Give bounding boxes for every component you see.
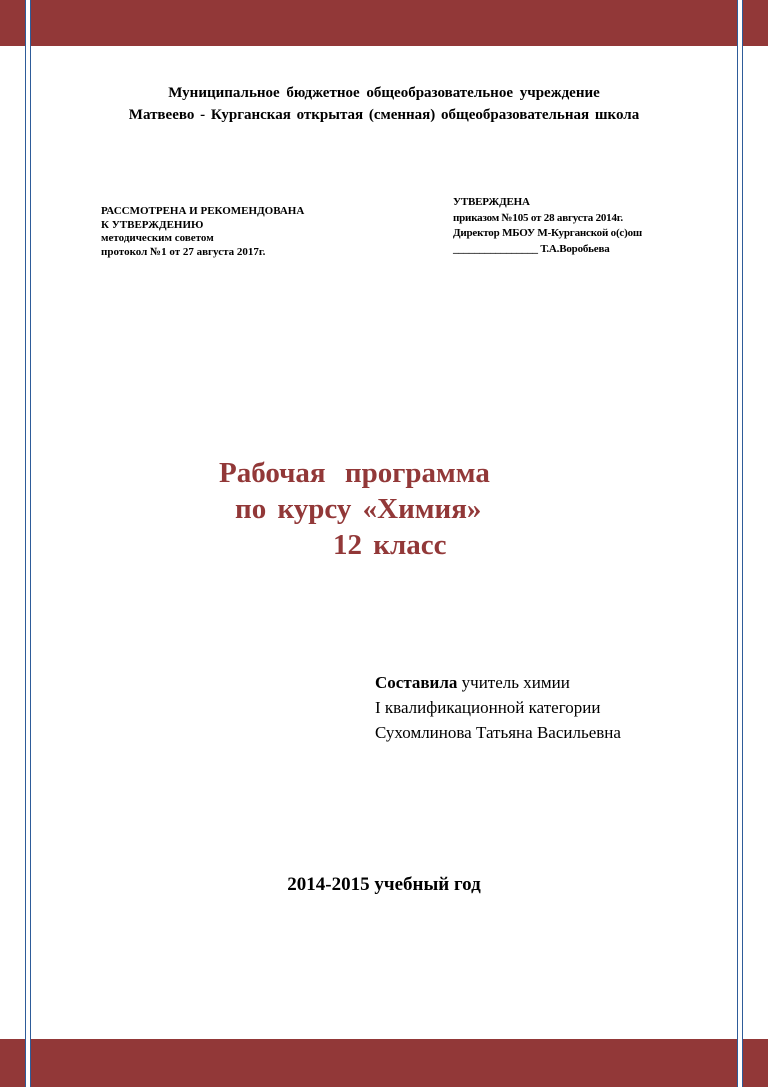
institution-header [40,82,728,126]
frame-line-left-outer [25,0,26,1087]
author-role-line [375,670,735,695]
frame-line-left-inner [30,0,31,1087]
reviewed-heading: РАССМОТРЕНА И РЕКОМЕНДОВАНА [101,205,305,217]
frame-line-right-outer [742,0,743,1087]
top-border-band [0,0,768,46]
approved-order: приказом №105 от 28 августа 2014г. [453,211,623,224]
reviewed-by: методическим советом [101,232,214,244]
title-line-program: Рабочая программа [219,457,490,489]
approved-block [453,195,723,257]
author-category: I квалификационной категории [375,698,601,717]
author-label: Составила [375,673,458,692]
institution-type: Муниципальное бюджетное общеобразовательное учреждение [168,85,600,101]
approved-director: Директор МБОУ М-Курганской о(с)ош [453,227,642,239]
reviewed-subheading: К УТВЕРЖДЕНИЮ [101,218,204,231]
title-line-course: по курсу «Химия» [235,493,482,525]
approved-signature: ________________ Т.А.Воробьева [453,242,610,255]
frame-line-right-inner [737,0,738,1087]
academic-year: 2014-2015 учебный год [287,874,481,895]
bottom-border-band [0,1039,768,1087]
author-name: Сухомлинова Татьяна Васильевна [375,723,621,742]
reviewed-protocol: протокол №1 от 27 августа 2017г. [101,245,266,258]
reviewed-block [101,205,361,259]
author-block [375,670,735,745]
document-title [150,455,618,563]
title-line-grade: 12 класс [333,529,447,561]
approved-heading: УТВЕРЖДЕНА [453,196,530,208]
author-role: учитель химии [457,673,570,692]
institution-name: Матвеево - Курганская открытая (сменная) общеобразовательная школа [128,107,640,123]
